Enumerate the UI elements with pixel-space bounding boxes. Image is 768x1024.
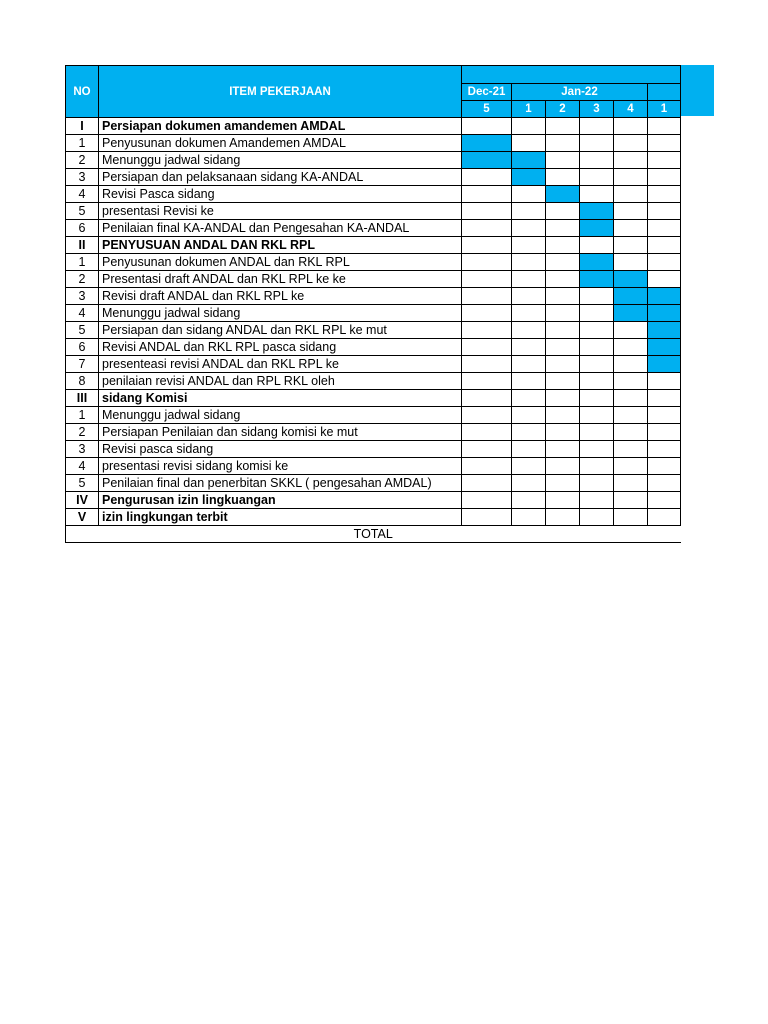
row-item-cell[interactable]: Presentasi draft ANDAL dan RKL RPL ke ke: [99, 271, 462, 288]
schedule-table: [65, 65, 681, 543]
total-row: [66, 526, 681, 543]
row-item-cell[interactable]: Penyusunan dokumen Amandemen AMDAL: [99, 135, 462, 152]
table-row: [66, 458, 681, 475]
schedule-week-cell[interactable]: [614, 305, 648, 322]
schedule-week-cell[interactable]: [546, 254, 580, 271]
schedule-week-cell[interactable]: [648, 288, 681, 305]
schedule-week-cell[interactable]: [648, 441, 681, 458]
table-row: [66, 492, 681, 509]
schedule-week-cell[interactable]: [546, 203, 580, 220]
schedule-week-cell[interactable]: [648, 152, 681, 169]
header-row-top: [66, 66, 681, 84]
row-item-cell[interactable]: presenteasi revisi ANDAL dan RKL RPL ke: [99, 356, 462, 373]
schedule-week-cell[interactable]: [614, 509, 648, 526]
row-number-cell[interactable]: 6: [66, 220, 99, 237]
schedule-week-cell[interactable]: [512, 118, 546, 135]
schedule-week-cell[interactable]: [462, 339, 512, 356]
schedule-body: [66, 118, 681, 526]
schedule-week-cell[interactable]: [512, 220, 546, 237]
schedule-week-cell[interactable]: [512, 237, 546, 254]
row-number-cell[interactable]: 3: [66, 169, 99, 186]
schedule-week-cell[interactable]: [462, 254, 512, 271]
schedule-week-cell[interactable]: [512, 288, 546, 305]
schedule-week-cell[interactable]: [580, 424, 614, 441]
row-number-cell[interactable]: 6: [66, 339, 99, 356]
schedule-week-cell[interactable]: [580, 271, 614, 288]
table-row: [66, 322, 681, 339]
row-item-cell[interactable]: presentasi revisi sidang komisi ke: [99, 458, 462, 475]
schedule-week-cell[interactable]: [546, 152, 580, 169]
row-number-cell[interactable]: 1: [66, 254, 99, 271]
row-item-cell[interactable]: Revisi pasca sidang: [99, 441, 462, 458]
schedule-week-cell[interactable]: [648, 305, 681, 322]
schedule-week-cell[interactable]: [512, 186, 546, 203]
schedule-week-cell[interactable]: [512, 305, 546, 322]
schedule-week-cell[interactable]: [580, 305, 614, 322]
row-item-cell[interactable]: Revisi draft ANDAL dan RKL RPL ke: [99, 288, 462, 305]
schedule-week-cell[interactable]: [512, 475, 546, 492]
schedule-week-cell[interactable]: [462, 271, 512, 288]
schedule-week-cell[interactable]: [614, 135, 648, 152]
schedule-week-cell[interactable]: [462, 356, 512, 373]
schedule-week-cell[interactable]: [546, 322, 580, 339]
schedule-week-cell[interactable]: [546, 339, 580, 356]
row-item-cell[interactable]: Menunggu jadwal sidang: [99, 305, 462, 322]
row-number-cell[interactable]: 3: [66, 288, 99, 305]
schedule-week-cell[interactable]: [462, 288, 512, 305]
row-number-cell[interactable]: 5: [66, 475, 99, 492]
table-row: [66, 152, 681, 169]
schedule-week-cell[interactable]: [546, 441, 580, 458]
schedule-week-cell[interactable]: [580, 390, 614, 407]
schedule-week-cell[interactable]: [512, 373, 546, 390]
schedule-week-cell[interactable]: [462, 373, 512, 390]
schedule-week-cell[interactable]: [462, 237, 512, 254]
total-label[interactable]: TOTAL: [66, 526, 681, 543]
table-row: [66, 356, 681, 373]
schedule-week-cell[interactable]: [614, 492, 648, 509]
row-item-cell[interactable]: presentasi Revisi ke: [99, 203, 462, 220]
schedule-week-cell[interactable]: [580, 186, 614, 203]
schedule-week-cell[interactable]: [546, 220, 580, 237]
schedule-week-cell[interactable]: [648, 322, 681, 339]
schedule-week-cell[interactable]: [580, 152, 614, 169]
row-item-cell[interactable]: Menunggu jadwal sidang: [99, 407, 462, 424]
schedule-week-cell[interactable]: [512, 509, 546, 526]
row-number-cell[interactable]: 1: [66, 135, 99, 152]
table-row: [66, 271, 681, 288]
row-item-cell[interactable]: penilaian revisi ANDAL dan RPL RKL oleh: [99, 373, 462, 390]
schedule-week-cell[interactable]: [546, 458, 580, 475]
schedule-week-cell[interactable]: [512, 390, 546, 407]
schedule-week-cell[interactable]: [546, 424, 580, 441]
schedule-week-cell[interactable]: [546, 475, 580, 492]
schedule-week-cell[interactable]: [462, 305, 512, 322]
row-number-cell[interactable]: 2: [66, 424, 99, 441]
table-row: [66, 339, 681, 356]
table-row: [66, 220, 681, 237]
schedule-week-cell[interactable]: [462, 441, 512, 458]
table-row: [66, 118, 681, 135]
schedule-week-cell[interactable]: [648, 135, 681, 152]
schedule-week-cell[interactable]: [580, 288, 614, 305]
schedule-week-cell[interactable]: [648, 271, 681, 288]
schedule-week-cell[interactable]: [580, 135, 614, 152]
schedule-week-cell[interactable]: [580, 322, 614, 339]
row-item-cell[interactable]: Penyusunan dokumen ANDAL dan RKL RPL: [99, 254, 462, 271]
schedule-week-cell[interactable]: [648, 424, 681, 441]
schedule-week-cell[interactable]: [648, 390, 681, 407]
schedule-week-cell[interactable]: [648, 492, 681, 509]
schedule-week-cell[interactable]: [648, 373, 681, 390]
schedule-week-cell[interactable]: [462, 152, 512, 169]
table-row: [66, 288, 681, 305]
header-week[interactable]: 2: [546, 101, 580, 118]
schedule-week-cell[interactable]: [614, 203, 648, 220]
header-month-next[interactable]: [648, 84, 681, 101]
table-row: [66, 135, 681, 152]
table-row: [66, 305, 681, 322]
row-number-cell[interactable]: 4: [66, 186, 99, 203]
schedule-week-cell[interactable]: [462, 203, 512, 220]
schedule-week-cell[interactable]: [614, 220, 648, 237]
row-item-cell[interactable]: Pengurusan izin lingkuangan: [99, 492, 462, 509]
schedule-week-cell[interactable]: [580, 254, 614, 271]
schedule-week-cell[interactable]: [648, 339, 681, 356]
schedule-week-cell[interactable]: [580, 475, 614, 492]
schedule-week-cell[interactable]: [580, 407, 614, 424]
schedule-week-cell[interactable]: [462, 220, 512, 237]
table-row: [66, 186, 681, 203]
header-no[interactable]: NO: [66, 66, 99, 118]
row-number-cell[interactable]: 4: [66, 458, 99, 475]
row-number-cell[interactable]: 3: [66, 441, 99, 458]
schedule-week-cell[interactable]: [546, 509, 580, 526]
schedule-week-cell[interactable]: [614, 271, 648, 288]
schedule-week-cell[interactable]: [546, 390, 580, 407]
schedule-week-cell[interactable]: [614, 458, 648, 475]
header-week[interactable]: 4: [614, 101, 648, 118]
schedule-week-cell[interactable]: [462, 424, 512, 441]
schedule-week-cell[interactable]: [462, 322, 512, 339]
schedule-week-cell[interactable]: [546, 118, 580, 135]
row-number-cell[interactable]: III: [66, 390, 99, 407]
schedule-week-cell[interactable]: [512, 356, 546, 373]
schedule-week-cell[interactable]: [512, 492, 546, 509]
schedule-week-cell[interactable]: [512, 441, 546, 458]
schedule-week-cell[interactable]: [580, 441, 614, 458]
row-item-cell[interactable]: PENYUSUAN ANDAL DAN RKL RPL: [99, 237, 462, 254]
schedule-week-cell[interactable]: [614, 322, 648, 339]
row-number-cell[interactable]: 2: [66, 152, 99, 169]
schedule-week-cell[interactable]: [648, 169, 681, 186]
schedule-week-cell[interactable]: [580, 118, 614, 135]
schedule-week-cell[interactable]: [546, 305, 580, 322]
schedule-week-cell[interactable]: [512, 169, 546, 186]
schedule-week-cell[interactable]: [546, 288, 580, 305]
schedule-week-cell[interactable]: [546, 407, 580, 424]
row-number-cell[interactable]: 5: [66, 203, 99, 220]
row-number-cell[interactable]: I: [66, 118, 99, 135]
schedule-week-cell[interactable]: [462, 492, 512, 509]
schedule-week-cell[interactable]: [512, 271, 546, 288]
schedule-week-cell[interactable]: [462, 118, 512, 135]
schedule-week-cell[interactable]: [580, 458, 614, 475]
schedule-week-cell[interactable]: [546, 186, 580, 203]
header-week[interactable]: 1: [512, 101, 546, 118]
schedule-week-cell[interactable]: [614, 339, 648, 356]
table-row: [66, 509, 681, 526]
schedule-week-cell[interactable]: [462, 509, 512, 526]
schedule-week-cell[interactable]: [648, 407, 681, 424]
row-number-cell[interactable]: 2: [66, 271, 99, 288]
row-item-cell[interactable]: Persiapan Penilaian dan sidang komisi ke mut: [99, 424, 462, 441]
table-row: [66, 169, 681, 186]
row-item-cell[interactable]: sidang Komisi: [99, 390, 462, 407]
table-row: [66, 407, 681, 424]
header-month-jan[interactable]: Jan-22: [512, 84, 648, 101]
schedule-week-cell[interactable]: [614, 254, 648, 271]
row-item-cell[interactable]: Revisi ANDAL dan RKL RPL pasca sidang: [99, 339, 462, 356]
schedule-week-cell[interactable]: [580, 509, 614, 526]
schedule-week-cell[interactable]: [648, 220, 681, 237]
header-week[interactable]: 1: [648, 101, 681, 118]
schedule-week-cell[interactable]: [512, 424, 546, 441]
table-row: [66, 203, 681, 220]
schedule-week-cell[interactable]: [614, 441, 648, 458]
schedule-week-cell[interactable]: [614, 475, 648, 492]
table-row: [66, 373, 681, 390]
schedule-week-cell[interactable]: [614, 118, 648, 135]
schedule-week-cell[interactable]: [546, 135, 580, 152]
schedule-week-cell[interactable]: [580, 356, 614, 373]
header-week[interactable]: 5: [462, 101, 512, 118]
schedule-week-cell[interactable]: [580, 492, 614, 509]
schedule-week-cell[interactable]: [462, 390, 512, 407]
schedule-week-cell[interactable]: [648, 254, 681, 271]
schedule-week-cell[interactable]: [614, 373, 648, 390]
row-item-cell[interactable]: Persiapan dan pelaksanaan sidang KA-ANDAL: [99, 169, 462, 186]
schedule-week-cell[interactable]: [580, 237, 614, 254]
schedule-week-cell[interactable]: [512, 203, 546, 220]
schedule-week-cell[interactable]: [546, 373, 580, 390]
schedule-week-cell[interactable]: [648, 356, 681, 373]
row-number-cell[interactable]: 8: [66, 373, 99, 390]
row-item-cell[interactable]: Penilaian final dan penerbitan SKKL ( pengesahan AMDAL): [99, 475, 462, 492]
schedule-week-cell[interactable]: [462, 135, 512, 152]
schedule-week-cell[interactable]: [580, 203, 614, 220]
schedule-week-cell[interactable]: [614, 356, 648, 373]
schedule-week-cell[interactable]: [546, 356, 580, 373]
row-item-cell[interactable]: Persiapan dan sidang ANDAL dan RKL RPL ke mut: [99, 322, 462, 339]
header-item[interactable]: ITEM PEKERJAAN: [99, 66, 462, 118]
schedule-week-cell[interactable]: [512, 339, 546, 356]
header-week[interactable]: 3: [580, 101, 614, 118]
schedule-week-cell[interactable]: [512, 458, 546, 475]
header-fill-strip: [680, 65, 714, 116]
table-row: [66, 424, 681, 441]
row-number-cell[interactable]: 1: [66, 407, 99, 424]
row-item-cell[interactable]: Revisi Pasca sidang: [99, 186, 462, 203]
schedule-week-cell[interactable]: [614, 390, 648, 407]
row-number-cell[interactable]: II: [66, 237, 99, 254]
table-row: [66, 475, 681, 492]
table-row: [66, 254, 681, 271]
schedule-week-cell[interactable]: [462, 475, 512, 492]
schedule-week-cell[interactable]: [614, 288, 648, 305]
schedule-week-cell[interactable]: [462, 407, 512, 424]
row-number-cell[interactable]: IV: [66, 492, 99, 509]
schedule-week-cell[interactable]: [614, 186, 648, 203]
schedule-week-cell[interactable]: [462, 186, 512, 203]
schedule-week-cell[interactable]: [546, 237, 580, 254]
schedule-week-cell[interactable]: [512, 322, 546, 339]
header-blank[interactable]: [462, 66, 681, 84]
schedule-week-cell[interactable]: [462, 169, 512, 186]
schedule-week-cell[interactable]: [648, 118, 681, 135]
table-row: [66, 441, 681, 458]
header-month-dec[interactable]: Dec-21: [462, 84, 512, 101]
table-row: [66, 390, 681, 407]
schedule-week-cell[interactable]: [614, 152, 648, 169]
schedule-week-cell[interactable]: [512, 254, 546, 271]
row-number-cell[interactable]: V: [66, 509, 99, 526]
row-number-cell[interactable]: 7: [66, 356, 99, 373]
row-item-cell[interactable]: Penilaian final KA-ANDAL dan Pengesahan KA-ANDAL: [99, 220, 462, 237]
row-item-cell[interactable]: izin lingkungan terbit: [99, 509, 462, 526]
schedule-week-cell[interactable]: [546, 169, 580, 186]
row-number-cell[interactable]: 5: [66, 322, 99, 339]
schedule-week-cell[interactable]: [648, 509, 681, 526]
schedule-week-cell[interactable]: [614, 407, 648, 424]
schedule-week-cell[interactable]: [648, 203, 681, 220]
schedule-week-cell[interactable]: [580, 169, 614, 186]
schedule-week-cell[interactable]: [580, 373, 614, 390]
schedule-week-cell[interactable]: [648, 237, 681, 254]
schedule-week-cell[interactable]: [614, 169, 648, 186]
table-row: [66, 237, 681, 254]
row-item-cell[interactable]: Persiapan dokumen amandemen AMDAL: [99, 118, 462, 135]
schedule-week-cell[interactable]: [546, 271, 580, 288]
schedule-week-cell[interactable]: [648, 186, 681, 203]
schedule-week-cell[interactable]: [512, 152, 546, 169]
row-number-cell[interactable]: 4: [66, 305, 99, 322]
row-item-cell[interactable]: Menunggu jadwal sidang: [99, 152, 462, 169]
schedule-week-cell[interactable]: [462, 458, 512, 475]
schedule-week-cell[interactable]: [580, 220, 614, 237]
schedule-week-cell[interactable]: [580, 339, 614, 356]
schedule-week-cell[interactable]: [648, 475, 681, 492]
schedule-week-cell[interactable]: [614, 424, 648, 441]
schedule-week-cell[interactable]: [614, 237, 648, 254]
schedule-week-cell[interactable]: [512, 135, 546, 152]
schedule-week-cell[interactable]: [512, 407, 546, 424]
schedule-week-cell[interactable]: [546, 492, 580, 509]
schedule-week-cell[interactable]: [648, 458, 681, 475]
